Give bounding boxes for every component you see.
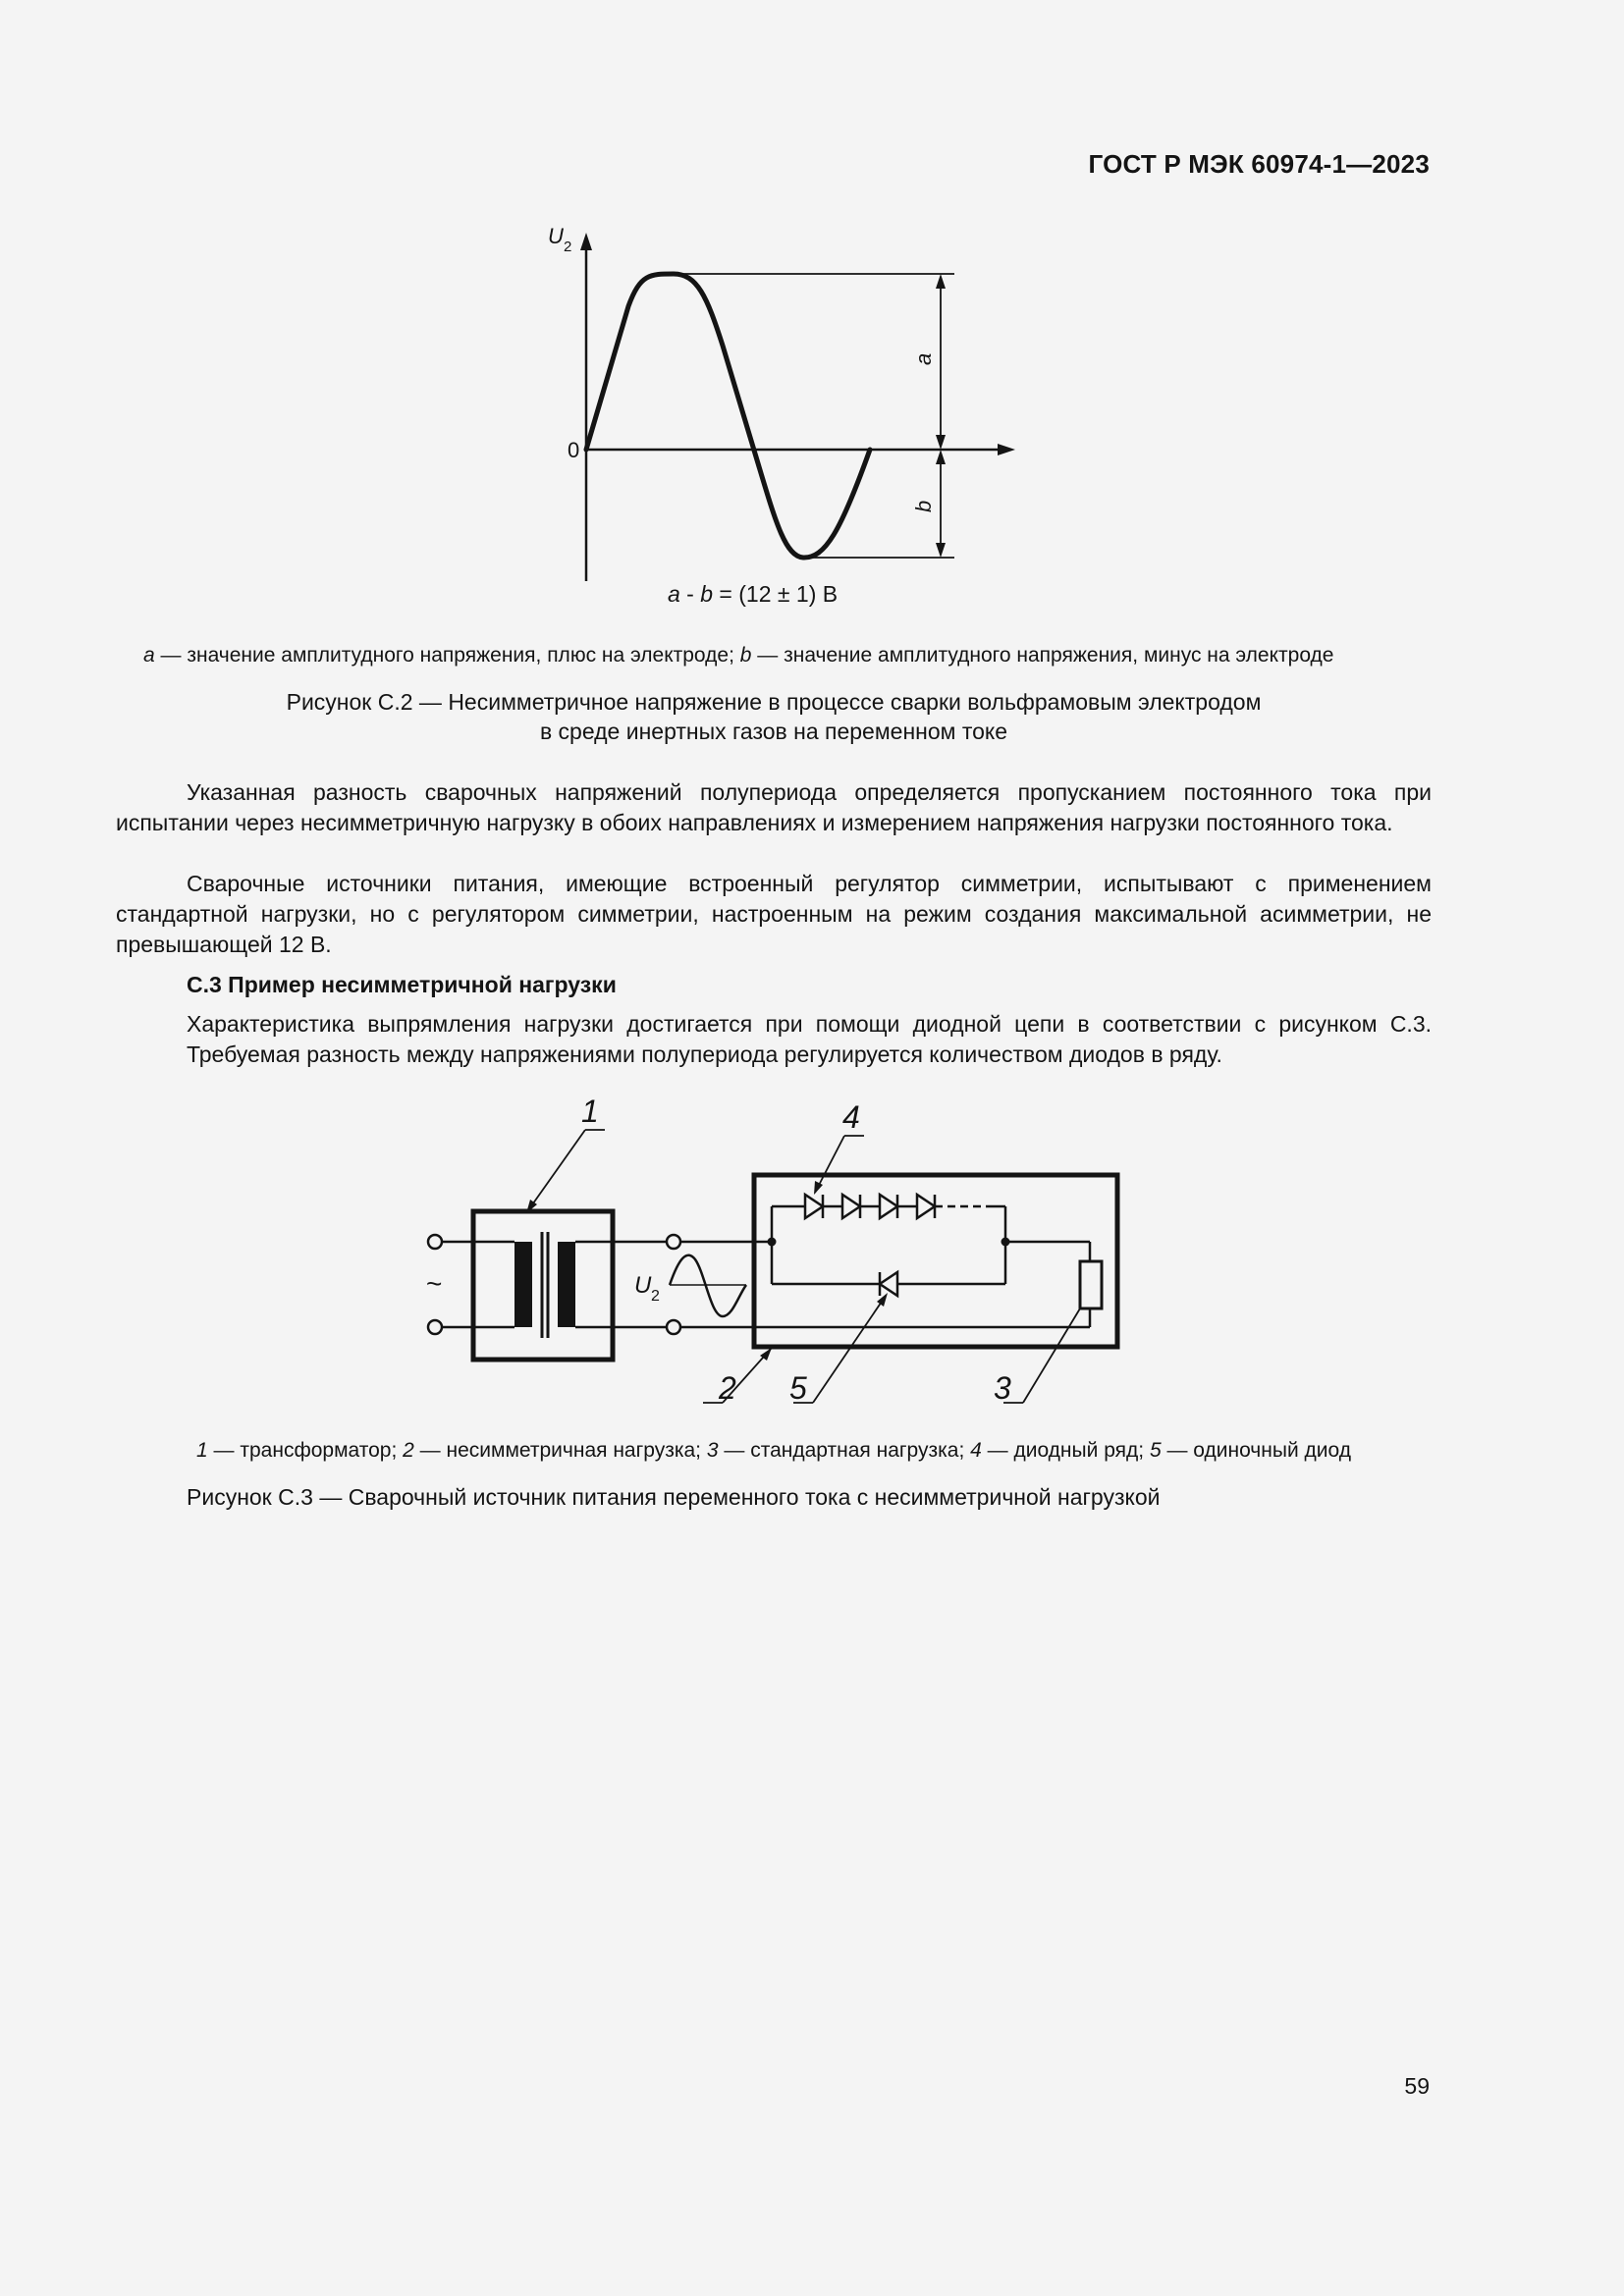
y-axis-subscript: 2 (564, 239, 572, 255)
single-diode (880, 1272, 897, 1296)
u2-subscript: 2 (651, 1288, 660, 1305)
u2-label: U (634, 1272, 652, 1299)
callout-3: 3 (994, 1370, 1011, 1406)
figure-c3-circuit (412, 1085, 1159, 1418)
dim-a-label: a (911, 352, 936, 365)
figure-c3-caption: Рисунок С.3 — Сварочный источник питания переменного тока с несимметричной нагрузкой (187, 1484, 1161, 1510)
leader-1 (528, 1130, 585, 1210)
paragraph-2: Сварочные источники питания, имеющие встроенный регулятор симметрии, испытывают с применением стандартной нагрузки, но с регулятором симметрии, настроенным на режим создания максимальной асимметрии, не превышающей 12 В. (116, 871, 1432, 957)
diode-row (805, 1195, 935, 1218)
transformer-core-right (558, 1242, 575, 1327)
y-axis-label: U (548, 224, 564, 248)
leader-3 (1023, 1308, 1080, 1403)
page-number: 59 (1404, 2073, 1430, 2099)
dim-b-label: b (911, 500, 936, 512)
figure-c2-legend: a — значение амплитудного напряжения, плюс на электроде; b — значение амплитудного напряжения, минус на электроде (143, 644, 1334, 667)
output-terminal-top (667, 1235, 680, 1249)
origin-label: 0 (568, 438, 580, 462)
paragraph-1: Указанная разность сварочных напряжений полупериода определяется пропусканием постоянного тока при испытании через несимметричную нагрузку в обоих направлениях и измерением напряжения нагрузки постоянного тока. (116, 779, 1432, 835)
voltage-waveform (586, 274, 870, 558)
y-axis-arrow (580, 233, 592, 250)
transformer-core-left (514, 1242, 532, 1327)
figure-c2-waveform (530, 218, 1021, 581)
input-terminal-top (428, 1235, 442, 1249)
ac-sine-symbol (670, 1255, 746, 1316)
output-terminal-bottom (667, 1320, 680, 1334)
callout-1: 1 (581, 1094, 599, 1129)
ac-tilde: ~ (426, 1268, 443, 1299)
callout-2: 2 (719, 1370, 736, 1406)
callout-5: 5 (789, 1370, 807, 1406)
section-title: С.3 Пример несимметричной нагрузки (187, 972, 617, 997)
figure-c3-legend: 1 — трансформатор; 2 — несимметричная нагрузка; 3 — стандартная нагрузка; 4 — диодный ряд; 5 — одиночный диод (196, 1439, 1351, 1462)
callout-4: 4 (842, 1099, 860, 1135)
x-axis-arrow (998, 444, 1015, 455)
input-terminal-bottom (428, 1320, 442, 1334)
paragraph-3: Характеристика выпрямления нагрузки достигается при помощи диодной цепи в соответствии с рисунком С.3. Требуемая разность между напряжениями полупериода регулируется количеством диодов в ряду. (187, 1011, 1432, 1067)
figure-c2-equation: a - b = (12 ± 1) В (668, 581, 839, 607)
standard-load-resistor (1080, 1261, 1102, 1308)
document-header: ГОСТ Р МЭК 60974-1—2023 (1088, 149, 1430, 179)
figure-c2-caption: Рисунок С.2 — Несимметричное напряжение в процессе сварки вольфрамовым электродом в среде инертных газов на переменном токе (286, 689, 1262, 744)
